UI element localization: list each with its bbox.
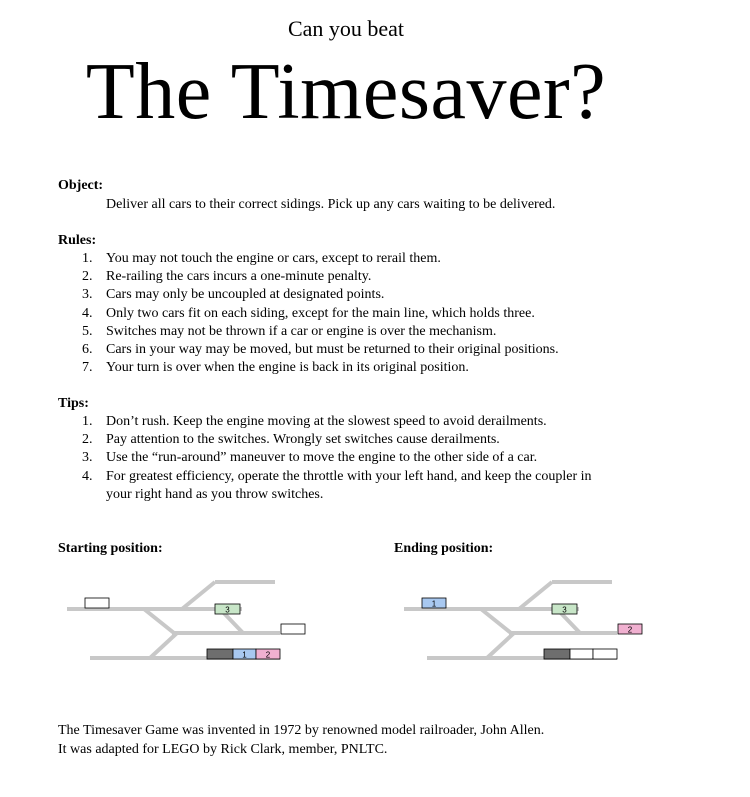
tip-item (58, 413, 698, 431)
footer-credits (58, 721, 544, 759)
car-1-label: 1 (242, 650, 247, 660)
rule-text: Only two cars fit on each siding, except for the main line, which holds three. (106, 305, 535, 321)
rule-number: 5. (82, 323, 93, 339)
engine (544, 649, 570, 659)
track-layout (67, 582, 280, 658)
car-3-label: 3 (562, 605, 567, 615)
tip-number: 4. (82, 468, 93, 484)
track (487, 633, 514, 658)
page-title: The Timesaver? (85, 48, 607, 136)
empty-car (593, 649, 617, 659)
rule-number: 2. (82, 269, 93, 285)
object-heading: Object: (58, 178, 104, 193)
car-2-label: 2 (627, 625, 633, 635)
tip-number: 2. (82, 432, 93, 448)
car-3-label: 3 (225, 605, 230, 615)
object-text: Deliver all cars to their correct sidings. Pick up any cars waiting to be delivered. (106, 197, 556, 212)
tip-text: Use the “run-around” maneuver to move the engine to the other side of a car. (106, 450, 538, 466)
empty-car (85, 598, 109, 608)
tip-text: Don’t rush. Keep the engine moving at the slowest speed to avoid derailments. (106, 414, 547, 429)
tips-list (58, 413, 698, 504)
rule-item (58, 268, 698, 286)
rule-item (58, 323, 698, 341)
rule-text: Cars in your way may be moved, but must be returned to their original positions. (106, 342, 559, 358)
rule-text: Your turn is over when the engine is back in its original position. (106, 360, 469, 376)
tip-item (58, 468, 698, 504)
starting-position-heading: Starting position: (58, 541, 163, 556)
rule-number: 7. (82, 360, 93, 376)
rule-text: Re-railing the cars incurs a one-minute penalty. (106, 269, 372, 285)
ending-position-diagram (397, 574, 657, 664)
car-2-label: 2 (265, 650, 271, 660)
tip-number: 3. (82, 450, 93, 466)
car-1-label: 1 (431, 599, 437, 609)
rule-item (58, 286, 698, 304)
rule-number: 1. (82, 251, 93, 266)
subtitle: Can you beat (287, 16, 405, 41)
track (481, 609, 511, 633)
rule-text: Switches may not be thrown if a car or engine is over the mechanism. (106, 323, 497, 339)
rules-heading: Rules: (58, 233, 97, 248)
empty-car (281, 624, 305, 634)
empty-car (570, 649, 593, 659)
rule-number: 6. (82, 342, 93, 358)
rule-text: Cars may only be uncoupled at designated points. (106, 287, 385, 303)
starting-position-diagram (60, 574, 320, 664)
tips-heading: Tips: (58, 396, 89, 411)
track (519, 582, 552, 609)
tip-text: Pay attention to the switches. Wrongly set switches cause derailments. (106, 432, 500, 448)
tip-text: For greatest efficiency, operate the throttle with your left hand, and keep the coupler in your right hand as you throw switches. (106, 468, 592, 502)
engine (207, 649, 233, 659)
tip-number: 1. (82, 414, 93, 429)
track (182, 582, 215, 609)
rule-item (58, 341, 698, 359)
rules-list (58, 250, 698, 377)
rule-number: 3. (82, 287, 93, 303)
rule-number: 4. (82, 305, 93, 321)
footer-line: The Timesaver Game was invented in 1972 by renowned model railroader, John Allen. (58, 723, 545, 738)
rule-item (58, 250, 698, 268)
rule-text: You may not touch the engine or cars, except to rerail them. (106, 251, 441, 266)
track (150, 633, 177, 658)
rule-item (58, 305, 698, 323)
track-layout (404, 582, 617, 658)
ending-position-heading: Ending position: (394, 541, 494, 556)
tip-item (58, 449, 698, 467)
rule-item (58, 359, 698, 377)
track (144, 609, 174, 633)
footer-line: It was adapted for LEGO by Rick Clark, member, PNLTC. (58, 742, 388, 757)
tip-item (58, 431, 698, 449)
